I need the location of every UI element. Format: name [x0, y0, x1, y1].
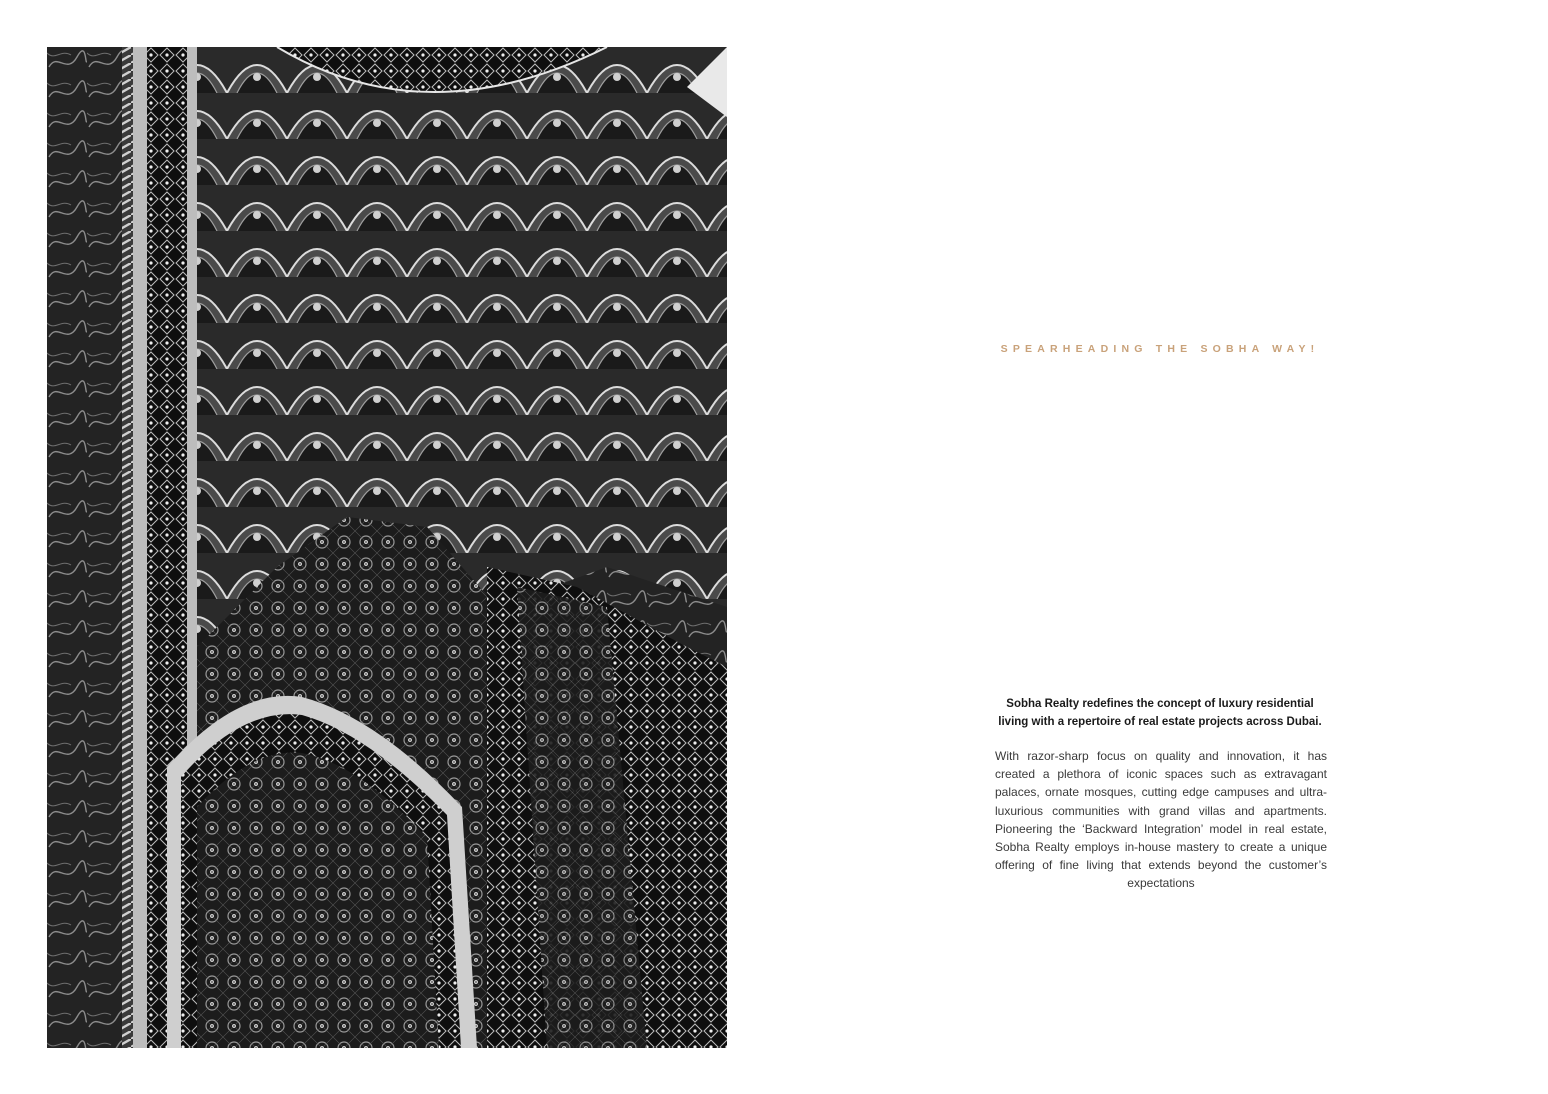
mihrab-illustration: [47, 47, 727, 1048]
mosque-interior-photo: [47, 47, 727, 1048]
section-eyebrow: SPEARHEADING THE SOBHA WAY!: [1000, 343, 1320, 355]
text-column: [960, 0, 1360, 1094]
lead-paragraph: Sobha Realty redefines the concept of luxury residential living with a repertoire of real estate projects across Dubai.: [998, 698, 1322, 728]
body-paragraph: With razor-sharp focus on quality and innovation, it has created a plethora of iconic spaces such as extravagant palaces, ornate mosques, cutting edge campuses and ultra-luxurious communities with grand villas and apartments. Pioneering the ‘Backward Integration’ model in real estate, Sobha Realty employs in-house mastery to create a unique offering of fine living that extends beyond the customer’s expectations: [995, 749, 1327, 891]
